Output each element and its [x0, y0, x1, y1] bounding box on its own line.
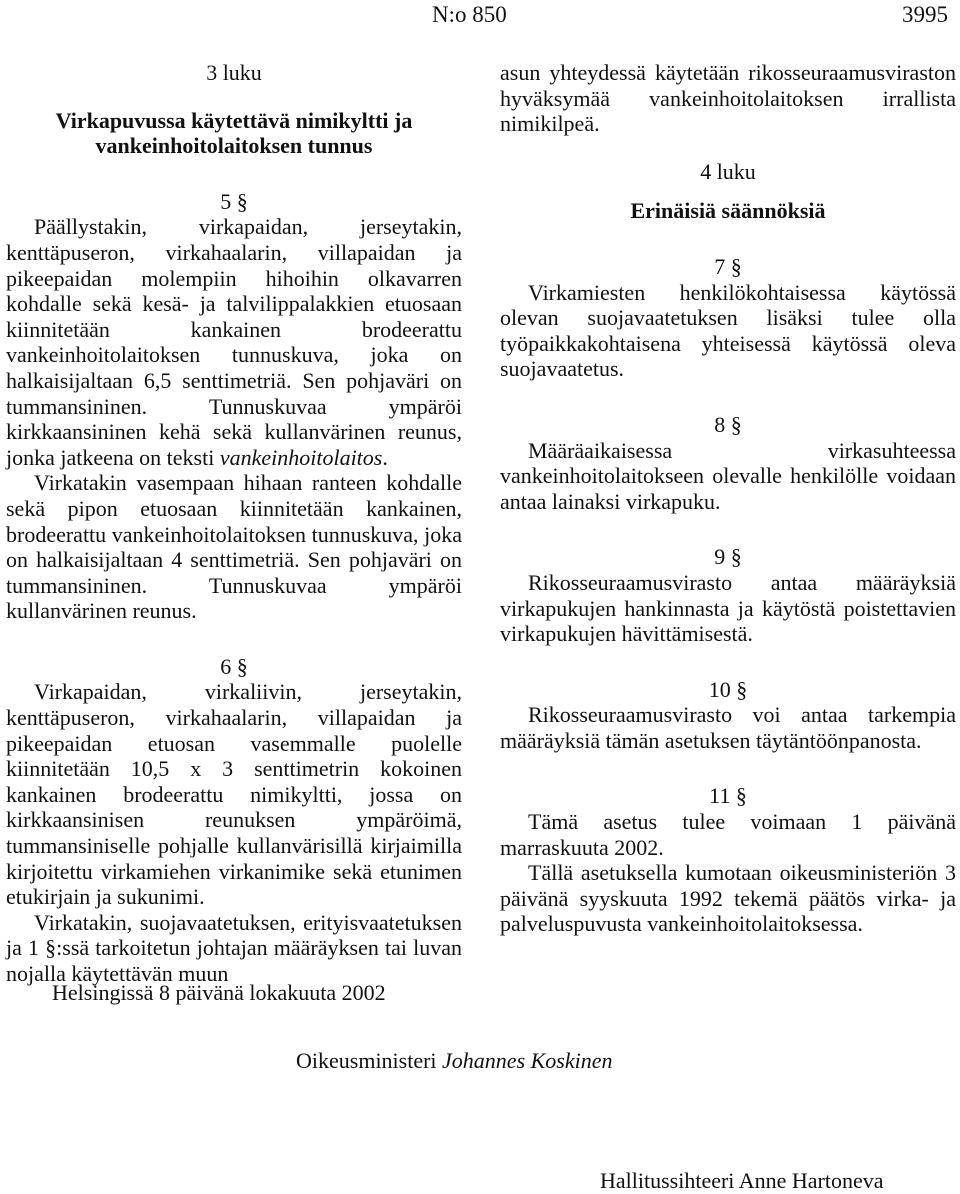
section-11-paragraph-1: Tämä asetus tulee voimaan 1 päivänä marraskuuta 2002. [500, 809, 956, 860]
section-5-paragraph-2: Virkatakin vasempaan hihaan ranteen kohdalle sekä pipon etuosaan kiinnitetään kankainen, brodeerattu vankeinhoitolaitoksen tunnuskuva, joka on halkaisijaltaan 4 senttimetriä. Sen pohjaväri on tummansininen. Tunnuskuvaa ympäröi kullanvärinen reunus. [6, 470, 462, 624]
section-7-paragraph-1: Virkamiesten henkilökohtaisessa käytössä olevan suojavaatetuksen lisäksi tulee olla työpaikkakohtaisena yhteisessä käytössä oleva suojavaatetus. [500, 279, 956, 382]
left-column [6, 60, 462, 987]
section-9-heading: 9 § [714, 544, 742, 570]
chapter-3-heading: 3 luku [206, 60, 262, 85]
continued-paragraph: asun yhteydessä käytetään rikosseuraamusviraston hyväksymää vankeinhoitolaitoksen irrallista nimikilpeä. [500, 60, 956, 137]
place-and-date: Helsingissä 8 päivänä lokakuuta 2002 [52, 980, 386, 1005]
section-9-paragraph-1: Rikosseuraamusvirasto antaa määräyksiä virkapukujen hankinnasta ja käytöstä poistettavien virkapukujen hävittämisestä. [500, 569, 956, 647]
statute-number: N:o 850 [432, 2, 507, 27]
section-8-paragraph-1: Määräaikaisessa virkasuhteessa vankeinhoitolaitokseen olevalle henkilölle voidaan antaa lainaksi virkapuku. [500, 437, 956, 514]
section-5-heading: 5 § [220, 188, 248, 214]
section-7-heading: 7 § [714, 253, 742, 279]
section-6-paragraph-1: Virkapaidan, virkaliivin, jerseytakin, kenttäpuseron, virkahaalarin, villapaidan ja pikeepaidan etuosan vasemmalle puolelle kiinnitetään 10,5 x 3 senttimetrin kokoinen kankainen brodeerattu nimikyltti, jossa on kirkkaansinisen reunuksen ympäröimä, tummansiniselle pohjalle kullanvärisillä kirjaimilla kirjoitettu virkamiehen virkanimike sekä etunimen etukirjain ja sukunimi. [6, 679, 462, 910]
minister-signature [296, 1048, 613, 1074]
chapter-3-title: Virkapuvussa käytettävä nimikyltti ja vankeinhoitolaitoksen tunnus [55, 107, 413, 159]
secretary-signature: Hallitussihteeri Anne Hartoneva [600, 1168, 884, 1193]
section-6-paragraph-2: Virkatakin, suojavaatetuksen, erityisvaatetuksen ja 1 §:ssä tarkoitetun johtajan määräyksen tai luvan nojalla käytettävän muun [6, 909, 462, 986]
section-10-heading: 10 § [708, 676, 748, 702]
page-number: 3995 [902, 2, 948, 27]
section-11-heading: 11 § [709, 783, 747, 809]
minister-title: Oikeusministeri [296, 1048, 443, 1073]
section-5-p1-text: Päällystakin, virkapaidan, jerseytakin, kenttäpuseron, virkahaalarin, villapaidan ja pikeepaidan molempiin hihoihin olkavarren kohdalle sekä kesä- ja talvilippalakkien etuosaan kiinnitetään kankainen brodeerattu vankeinhoitolaitoksen tunnuskuva, joka on halkaisijaltaan 6,5 senttimetriä. Sen pohjaväri on tummansininen. Tunnuskuvaa ympäröi kirkkaansininen kehä sekä kullanvärinen reunus, jonka jatkeena on teksti [6, 214, 462, 470]
section-6-heading: 6 § [220, 653, 248, 679]
page-header [0, 2, 960, 32]
section-8-heading: 8 § [714, 411, 742, 437]
section-10-paragraph-1: Rikosseuraamusvirasto voi antaa tarkempia määräyksiä tämän asetuksen täytäntöönpanosta. [500, 702, 956, 753]
section-5-p1-end: . [382, 444, 388, 470]
section-11-paragraph-2: Tällä asetuksella kumotaan oikeusministeriön 3 päivänä syyskuuta 1992 tekemä päätös virka- ja palveluspuvusta vankeinhoitolaitoksessa. [500, 860, 956, 937]
minister-name: Johannes Koskinen [442, 1048, 613, 1073]
chapter-4-heading: 4 luku [700, 158, 756, 184]
section-5-p1-italic: vankeinhoitolaitos [219, 444, 383, 470]
chapter-4-title: Erinäisiä säännöksiä [630, 198, 826, 224]
section-5-paragraph-1 [6, 214, 462, 470]
right-column [500, 60, 956, 937]
